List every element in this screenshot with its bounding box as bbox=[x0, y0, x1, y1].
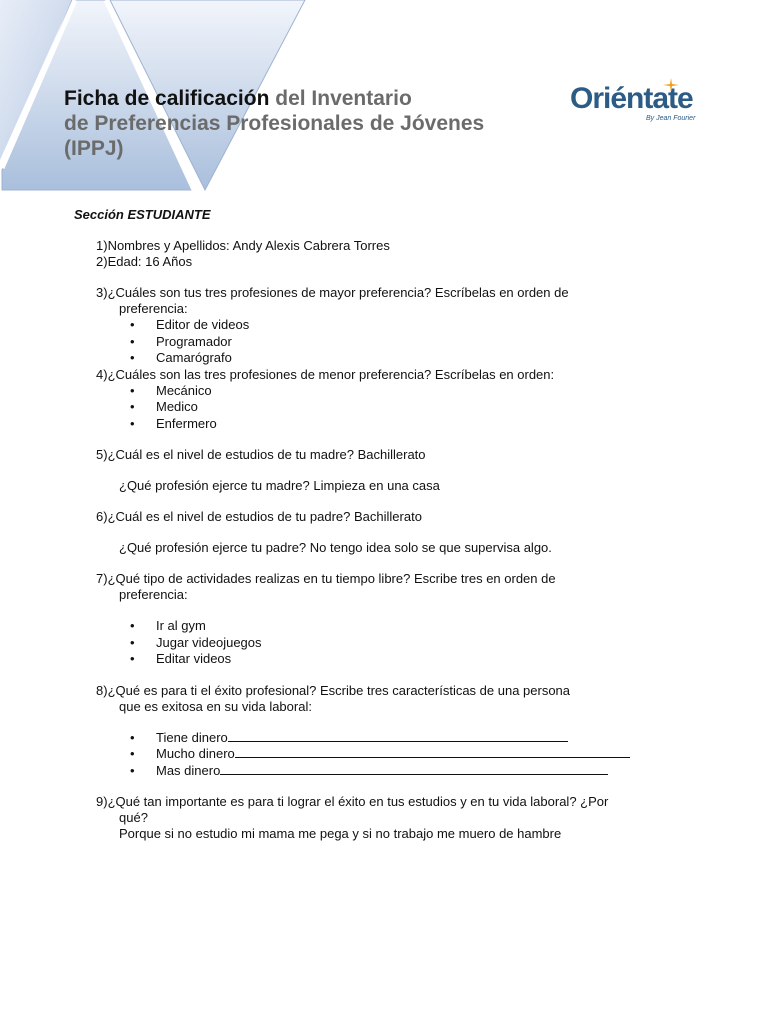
question-9 bbox=[96, 794, 676, 842]
question-4 bbox=[96, 367, 676, 433]
logo-text: Oriéntate bbox=[570, 82, 693, 115]
list-item: • Mecánico bbox=[96, 383, 676, 400]
question-continuation: preferencia: bbox=[119, 587, 188, 602]
question-text: ¿Qué tan importante es para ti lograr el éxito en tus estudios y en tu vida laboral? ¿Por bbox=[107, 794, 609, 809]
list-item bbox=[96, 763, 676, 780]
sub-question: ¿Qué profesión ejerce tu padre? No tengo idea solo se que supervisa algo. bbox=[119, 540, 552, 555]
question-number: 9) bbox=[96, 794, 108, 809]
list-item bbox=[96, 730, 676, 747]
question-number: 4) bbox=[96, 366, 108, 382]
list-item: • Camarógrafo bbox=[96, 350, 676, 367]
answer-list bbox=[96, 618, 676, 668]
section-title: Sección ESTUDIANTE bbox=[74, 207, 211, 222]
question-text: ¿Qué tipo de actividades realizas en tu tiempo libre? Escribe tres en orden de bbox=[107, 571, 556, 586]
document-title bbox=[64, 86, 484, 161]
list-item: • Enfermero bbox=[96, 416, 676, 433]
logo-subtitle: By Jean Fourier bbox=[646, 115, 696, 122]
list-item: • Ir al gym bbox=[96, 618, 676, 635]
list-item-text: Mas dinero bbox=[156, 762, 221, 778]
question-continuation: qué? bbox=[119, 810, 148, 825]
title-line2: de Preferencias Profesionales de Jóvenes bbox=[64, 112, 485, 135]
list-item: • Editar videos bbox=[96, 651, 676, 668]
question-continuation: que es exitosa en su vida laboral: bbox=[119, 698, 312, 714]
answer-line bbox=[235, 746, 630, 758]
title-line3: (IPPJ) bbox=[64, 137, 124, 160]
question-number: 8) bbox=[96, 682, 108, 698]
question-1 bbox=[96, 238, 676, 254]
question-text: ¿Cuáles son tus tres profesiones de mayor preferencia? Escríbelas en orden de bbox=[107, 285, 569, 300]
question-text: Edad: 16 Años bbox=[107, 254, 193, 269]
answer-line bbox=[228, 730, 568, 742]
title-part2: del Inventario bbox=[269, 87, 412, 110]
question-number: 7) bbox=[96, 571, 108, 586]
sub-question: ¿Qué profesión ejerce tu madre? Limpieza en una casa bbox=[119, 478, 440, 493]
question-5 bbox=[96, 447, 676, 494]
question-text: ¿Cuál es el nivel de estudios de tu madre? Bachillerato bbox=[107, 447, 426, 462]
question-6 bbox=[96, 509, 676, 556]
question-number: 1) bbox=[96, 238, 108, 253]
list-item bbox=[96, 746, 676, 763]
question-continuation: preferencia: bbox=[119, 301, 188, 316]
question-text: Nombres y Apellidos: Andy Alexis Cabrera Torres bbox=[107, 238, 390, 253]
question-8 bbox=[96, 683, 676, 780]
question-number: 5) bbox=[96, 447, 108, 462]
answer-list bbox=[96, 383, 676, 433]
question-2 bbox=[96, 254, 676, 270]
list-item-text: Tiene dinero bbox=[156, 729, 228, 745]
question-3 bbox=[96, 285, 676, 367]
list-item: • Programador bbox=[96, 334, 676, 351]
answer-text: Porque si no estudio mi mama me pega y si no trabajo me muero de hambre bbox=[119, 826, 562, 841]
list-item-text: Mucho dinero bbox=[156, 746, 235, 761]
question-number: 2) bbox=[96, 254, 108, 269]
question-number: 3) bbox=[96, 285, 108, 300]
title-part1: Ficha de calificación bbox=[64, 87, 270, 110]
questionnaire bbox=[96, 238, 676, 842]
list-item: • Medico bbox=[96, 399, 676, 416]
list-item: • Editor de videos bbox=[96, 317, 676, 334]
question-text: ¿Qué es para ti el éxito profesional? Escribe tres características de una persona bbox=[107, 682, 571, 698]
list-item: • Jugar videojuegos bbox=[96, 635, 676, 652]
question-text: ¿Cuál es el nivel de estudios de tu padre? Bachillerato bbox=[107, 509, 422, 524]
question-text: ¿Cuáles son las tres profesiones de menor preferencia? Escríbelas en orden: bbox=[107, 366, 555, 382]
question-number: 6) bbox=[96, 509, 108, 524]
answer-list bbox=[96, 730, 676, 780]
question-7 bbox=[96, 571, 676, 668]
answer-list bbox=[96, 317, 676, 367]
orientate-logo bbox=[570, 78, 710, 128]
answer-line bbox=[220, 763, 608, 775]
